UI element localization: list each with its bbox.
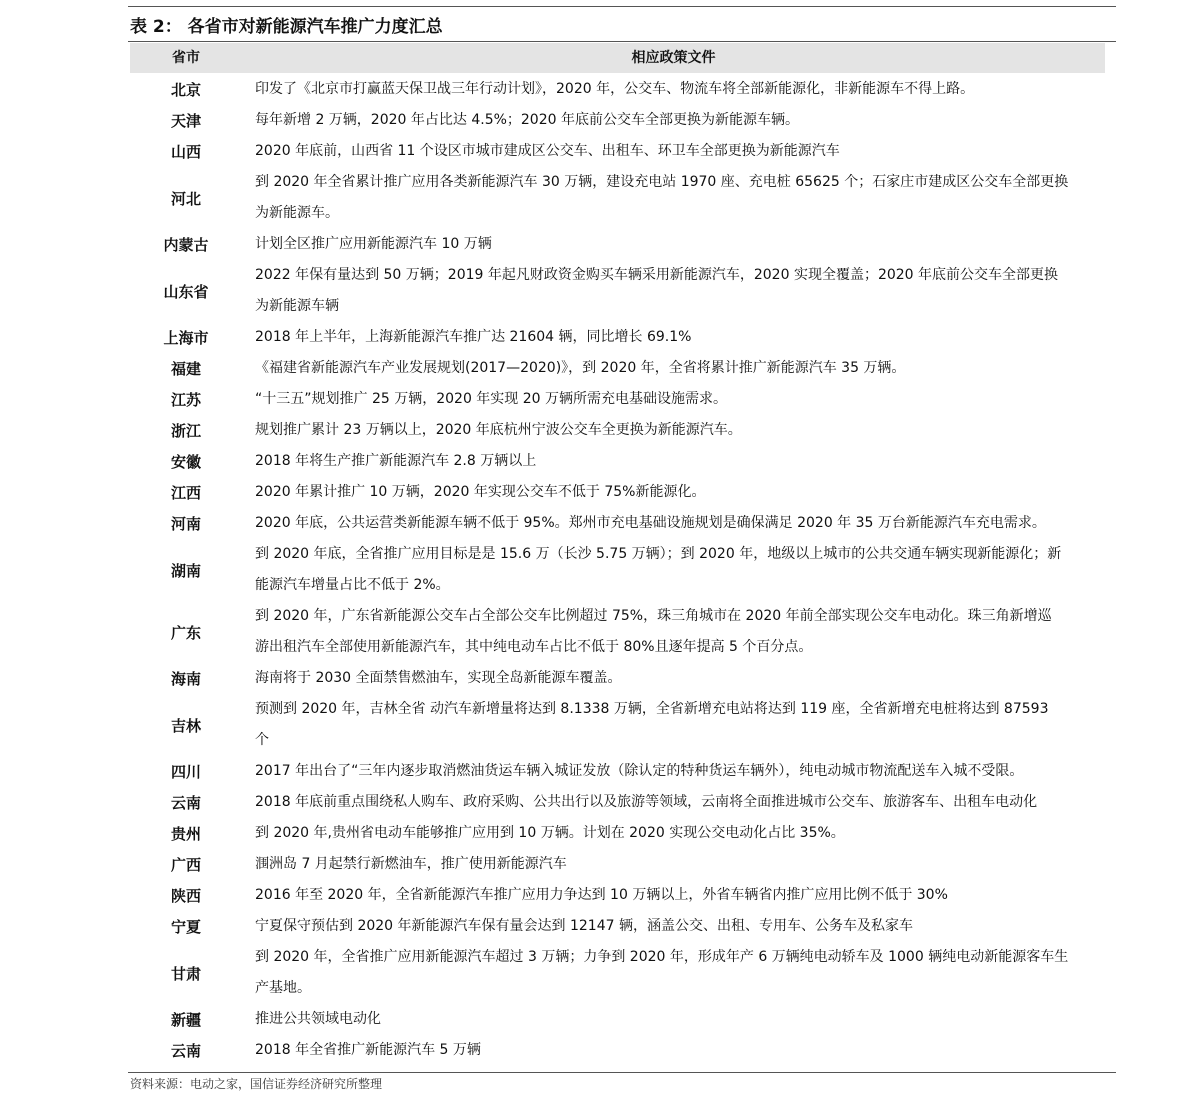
province-cell: 安徽 [170, 453, 201, 471]
table-title: 表 2： 各省市对新能源汽车推广力度汇总 [130, 17, 443, 37]
top-rule [128, 6, 1116, 7]
province-cell: 海南 [170, 670, 201, 688]
province-cell: 内蒙古 [163, 236, 209, 254]
title-rule [128, 41, 1116, 42]
province-cell: 上海市 [163, 329, 209, 347]
province-cell: 浙江 [170, 422, 201, 440]
province-cell: 云南 [170, 794, 201, 812]
province-cell: 江西 [170, 484, 201, 502]
table-row [130, 539, 1105, 601]
table-row [130, 74, 1105, 105]
province-cell: 天津 [170, 112, 201, 130]
policy-cell: 2018 年全省推广新能源汽车 5 万辆 [255, 1042, 481, 1058]
policy-cell: 2018 年将生产推广新能源汽车 2.8 万辆以上 [255, 453, 537, 469]
table-row [130, 880, 1105, 911]
table-row [130, 663, 1105, 694]
policy-cell: 每年新增 2 万辆，2020 年占比达 4.5%；2020 年底前公交车全部更换为新能源车辆。 [255, 112, 799, 128]
table-row [130, 260, 1105, 322]
policy-cell: 2022 年保有量达到 50 万辆；2019 年起凡财政资金购买车辆采用新能源汽车，2020 实现全覆盖；2020 年底前公交车全部更换 为新能源车辆 [255, 267, 1059, 314]
header-province: 省市 [172, 50, 200, 66]
province-cell: 福建 [170, 360, 201, 378]
table-row [130, 477, 1105, 508]
province-cell: 陕西 [170, 887, 201, 905]
province-cell: 江苏 [170, 391, 201, 409]
policy-cell: 2020 年底前，山西省 11 个设区市城市建成区公交车、出租车、环卫车全部更换为新能源汽车 [255, 143, 840, 159]
table-row [130, 446, 1105, 477]
policy-cell: 到 2020 年底，全省推广应用目标是是 15.6 万（长沙 5.75 万辆）；到 2020 年，地级以上城市的公共交通车辆实现新能源化；新 能源汽车增量占比不低于 2%。 [255, 546, 1062, 593]
table-row [130, 756, 1105, 787]
policy-cell: 涠洲岛 7 月起禁行新燃油车，推广使用新能源汽车 [255, 856, 567, 872]
province-cell: 广东 [170, 623, 201, 642]
policy-cell: 到 2020 年全省累计推广应用各类新能源汽车 30 万辆，建设充电站 1970 座、充电桩 65625 个；石家庄市建成区公交车全部更换 为新能源车。 [255, 174, 1069, 221]
table-row [130, 384, 1105, 415]
policy-cell: 2020 年累计推广 10 万辆，2020 年实现公交车不低于 75%新能源化。 [255, 484, 706, 500]
policy-cell: 计划全区推广应用新能源汽车 10 万辆 [255, 236, 492, 252]
source-note: 资料来源：电动之家，国信证券经济研究所整理 [130, 1077, 383, 1091]
header-policy: 相应政策文件 [631, 50, 716, 66]
policy-cell: 预测到 2020 年，吉林全省 动汽车新增量将达到 8.1338 万辆，全省新增充电站将达到 119 座，全省新增充电桩将达到 87593 个 [255, 701, 1049, 748]
table-row [130, 694, 1105, 756]
province-cell: 山西 [170, 143, 201, 161]
bottom-rule [128, 1072, 1116, 1073]
policy-cell: 宁夏保守预估到 2020 年新能源汽车保有量会达到 12147 辆，涵盖公交、出租、专用车、公务车及私家车 [255, 918, 913, 934]
table-row [130, 1004, 1105, 1035]
table-header [130, 43, 1105, 73]
province-cell: 广西 [170, 856, 201, 874]
table-row [130, 849, 1105, 880]
table-row [130, 167, 1105, 229]
table-row [130, 911, 1105, 942]
policy-cell: 推进公共领域电动化 [255, 1011, 381, 1027]
province-cell: 河北 [170, 189, 201, 208]
table-row [130, 229, 1105, 260]
policy-cell: 2020 年底，公共运营类新能源车辆不低于 95%。郑州市充电基础设施规划是确保满足 2020 年 35 万台新能源汽车充电需求。 [255, 515, 1046, 531]
policy-cell: 2016 年至 2020 年，全省新能源汽车推广应用力争达到 10 万辆以上，外省车辆省内推广应用比例不低于 30% [255, 887, 948, 903]
policy-cell: 到 2020 年，全省推广应用新能源汽车超过 3 万辆；力争到 2020 年，形成年产 6 万辆纯电动轿车及 1000 辆纯电动新能源客车生 产基地。 [255, 949, 1069, 996]
province-cell: 湖南 [170, 561, 201, 580]
province-cell: 北京 [170, 81, 201, 99]
table-row [130, 353, 1105, 384]
province-cell: 新疆 [170, 1011, 201, 1029]
policy-cell: 到 2020 年，广东省新能源公交车占全部公交车比例超过 75%，珠三角城市在 2020 年前全部实现公交车电动化。珠三角新增巡 游出租汽车全部使用新能源汽车，其中纯电动车占比不低于 80%且逐年提高 5 个百分点。 [255, 608, 1052, 655]
province-cell: 甘肃 [170, 964, 201, 983]
policy-cell: 规划推广累计 23 万辆以上，2020 年底杭州宁波公交车全更换为新能源汽车。 [255, 422, 742, 438]
table-row [130, 322, 1105, 353]
policy-cell: 海南将于 2030 全面禁售燃油车，实现全岛新能源车覆盖。 [255, 670, 622, 686]
table-row [130, 415, 1105, 446]
policy-cell: 到 2020 年,贵州省电动车能够推广应用到 10 万辆。计划在 2020 实现公交电动化占比 35%。 [255, 825, 845, 841]
province-cell: 贵州 [170, 825, 201, 843]
table-row [130, 818, 1105, 849]
table-row [130, 942, 1105, 1004]
policy-cell: 2018 年底前重点围绕私人购车、政府采购、公共出行以及旅游等领域，云南将全面推进城市公交车、旅游客车、出租车电动化 [255, 794, 1038, 810]
table-row [130, 508, 1105, 539]
province-cell: 云南 [170, 1042, 201, 1060]
policy-cell: 《福建省新能源汽车产业发展规划(2017—2020)》，到 2020 年，全省将累计推广新能源汽车 35 万辆。 [255, 360, 906, 376]
province-cell: 四川 [170, 763, 201, 781]
province-cell: 河南 [170, 515, 201, 533]
table-row [130, 1035, 1105, 1066]
province-cell: 宁夏 [170, 918, 201, 936]
policy-cell: 印发了《北京市打赢蓝天保卫战三年行动计划》，2020 年，公交车、物流车将全部新能源化，非新能源车不得上路。 [255, 81, 975, 97]
table-row [130, 136, 1105, 167]
policy-cell: “十三五”规划推广 25 万辆，2020 年实现 20 万辆所需充电基础设施需求。 [255, 391, 728, 407]
policy-cell: 2017 年出台了“三年内逐步取消燃油货运车辆入城证发放（除认定的特种货运车辆外），纯电动城市物流配送车入城不受限。 [255, 763, 1024, 779]
table-row [130, 105, 1105, 136]
table-row [130, 787, 1105, 818]
policy-cell: 2018 年上半年，上海新能源汽车推广达 21604 辆，同比增长 69.1% [255, 329, 692, 345]
province-cell: 吉林 [170, 716, 201, 735]
table-body [130, 74, 1105, 1066]
table-row [130, 601, 1105, 663]
province-cell: 山东省 [163, 282, 209, 301]
